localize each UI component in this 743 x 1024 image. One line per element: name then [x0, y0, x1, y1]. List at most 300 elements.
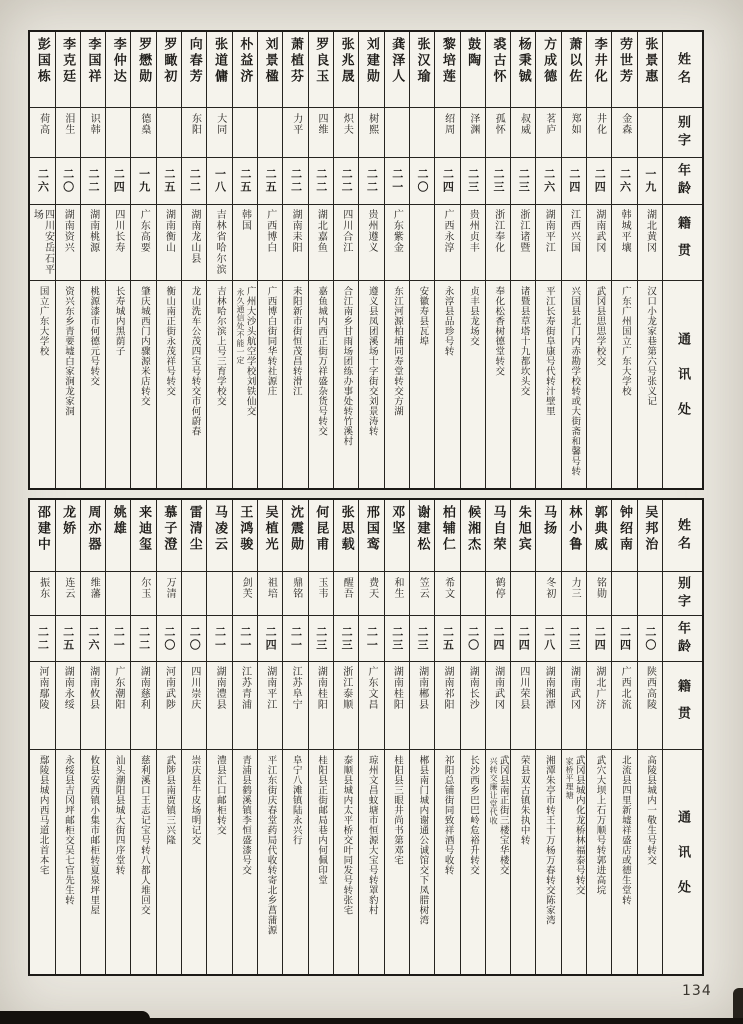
cell-addr	[486, 750, 510, 974]
courtesy-name: 和生	[391, 577, 403, 599]
person-name: 张景惠	[642, 37, 658, 85]
native-place: 韩国	[239, 209, 251, 231]
person-name: 劳世芳	[617, 37, 633, 85]
cell-name	[182, 32, 206, 108]
address: 合江南乡甘雨场团练办事处转竹溪村	[341, 286, 353, 446]
person-column	[358, 500, 383, 974]
age: 二五	[61, 625, 75, 652]
cell-origin	[461, 662, 485, 750]
address: 慈利溪口王志记宝号转八都人堆回交	[138, 755, 150, 915]
courtesy-name: 鹤停	[493, 577, 505, 599]
cell-zi	[81, 572, 105, 616]
cell-origin	[410, 205, 434, 281]
cell-origin	[587, 205, 611, 281]
cell-origin	[562, 205, 586, 281]
address: 武冈县思思学校交	[594, 286, 606, 366]
cell-origin	[536, 662, 560, 750]
header-cell-age	[663, 616, 702, 662]
cell-addr	[435, 281, 459, 488]
courtesy-name: 玉韦	[316, 577, 328, 599]
native-place: 湖南祁阳	[441, 666, 453, 710]
native-place: 湖南平江	[543, 209, 555, 253]
cell-origin	[587, 662, 611, 750]
cell-addr	[385, 750, 409, 974]
cell-zi	[157, 108, 181, 158]
address: 郴县南门城内谢通公诚馆交下凤腊树湾	[417, 755, 429, 925]
address: 汕头潮阳县城大街四序堂转	[113, 755, 125, 875]
cell-name	[612, 32, 636, 108]
courtesy-name: 铭勋	[594, 577, 606, 599]
person-column	[384, 500, 409, 974]
native-place: 韩城平壤	[619, 209, 631, 253]
cell-zi	[56, 108, 80, 158]
person-column	[409, 32, 434, 488]
person-name: 罗良玉	[313, 37, 329, 85]
cell-age	[106, 616, 130, 662]
cell-zi	[207, 572, 231, 616]
cell-origin	[638, 205, 662, 281]
age: 二一	[390, 168, 404, 194]
cell-origin	[81, 205, 105, 281]
cell-addr	[638, 750, 662, 974]
person-name: 柏辅仁	[439, 505, 455, 553]
person-name: 李仲达	[110, 37, 126, 85]
address: 桃源漆市何德元号转交	[88, 286, 100, 386]
cell-name	[511, 500, 535, 572]
cell-zi	[56, 572, 80, 616]
person-name: 朱旭宾	[515, 505, 531, 553]
person-column	[30, 500, 54, 974]
cell-name	[56, 32, 80, 108]
person-column	[308, 500, 333, 974]
cell-name	[359, 500, 383, 572]
person-name: 向春芳	[186, 37, 202, 85]
person-column	[257, 32, 282, 488]
cell-age	[157, 158, 181, 205]
age: 二三	[466, 168, 480, 194]
age: 二六	[36, 168, 50, 194]
courtesy-name: 万清	[164, 577, 176, 599]
age: 一九	[643, 168, 657, 194]
cell-zi	[30, 108, 54, 158]
cell-addr	[410, 281, 434, 488]
address: 平江长寿街阜康号代转汁壁里	[543, 286, 555, 416]
address: 永绥县吉冈坪邮柜交吴七官先生转	[62, 755, 74, 905]
cell-origin	[157, 205, 181, 281]
address: 龙山洗车公茂四宝号转交市何蔚春	[189, 286, 201, 436]
cell-addr	[587, 750, 611, 974]
courtesy-name: 尔玉	[138, 577, 150, 599]
cell-name	[587, 32, 611, 108]
person-name: 李克廷	[60, 37, 76, 85]
address: 鄢陵县城内西马道北首本宅	[37, 755, 49, 875]
person-column	[561, 500, 586, 974]
courtesy-name: 泪生	[62, 113, 74, 135]
cell-origin	[233, 205, 257, 281]
person-column	[460, 32, 485, 488]
column-header-origin: 籍贯	[675, 215, 690, 270]
cell-zi	[207, 108, 231, 158]
cell-addr	[612, 281, 636, 488]
native-place: 湖南湘潭	[543, 666, 555, 710]
cell-addr	[233, 750, 257, 974]
person-column	[384, 32, 409, 488]
person-name: 王鸿骏	[237, 505, 253, 553]
person-column	[156, 32, 181, 488]
person-name: 裘古怀	[490, 37, 506, 85]
cell-zi	[410, 572, 434, 616]
cell-age	[612, 158, 636, 205]
native-place: 广西永淳	[441, 209, 453, 253]
courtesy-name: 希文	[442, 577, 454, 599]
native-place: 广西博白	[264, 209, 276, 253]
native-place: 江西兴国	[568, 209, 580, 253]
cell-name	[207, 32, 231, 108]
cell-zi	[283, 572, 307, 616]
native-place: 广东紫金	[391, 209, 403, 253]
person-name: 邢国鸾	[363, 505, 379, 553]
cell-zi	[131, 108, 155, 158]
cell-age	[258, 158, 282, 205]
cell-origin	[258, 662, 282, 750]
native-place: 湖南平江	[264, 666, 276, 710]
cell-name	[385, 500, 409, 572]
person-column	[232, 500, 257, 974]
cell-zi	[587, 572, 611, 616]
person-column	[206, 32, 231, 488]
cell-origin	[486, 205, 510, 281]
person-column	[80, 500, 105, 974]
cell-age	[56, 616, 80, 662]
age: 二二	[188, 168, 202, 194]
cell-zi	[309, 572, 333, 616]
address: 耒阳新市街恒茂昌转滑江	[290, 286, 302, 396]
address: 荣县双古镇朱执中转	[518, 755, 530, 845]
header-cell-addr	[663, 750, 702, 974]
cell-age	[233, 158, 257, 205]
person-name: 钟绍南	[617, 505, 633, 553]
courtesy-name: 孤怀	[493, 113, 505, 135]
person-column	[460, 500, 485, 974]
person-name: 何昆甫	[313, 505, 329, 553]
address: 广东广州国立广东大学校	[619, 286, 631, 396]
person-name: 郭典威	[591, 505, 607, 553]
cell-name	[207, 500, 231, 572]
native-place: 湖南资兴	[62, 209, 74, 253]
cell-age	[283, 158, 307, 205]
native-place: 四川长寿	[112, 209, 124, 253]
address: 衡山南正街永茂祥号转交	[164, 286, 176, 396]
cell-name	[309, 500, 333, 572]
age: 二〇	[162, 625, 176, 652]
cell-age	[359, 616, 383, 662]
age: 二四	[593, 168, 607, 194]
person-column	[257, 500, 282, 974]
cell-addr	[638, 281, 662, 488]
age: 二二	[314, 168, 328, 194]
age: 二五	[264, 168, 278, 194]
native-place: 浙江诸暨	[517, 209, 529, 253]
cell-origin	[283, 205, 307, 281]
cell-addr	[157, 750, 181, 974]
cell-name	[612, 500, 636, 572]
address: 国立广东大学校	[37, 286, 49, 356]
cell-addr	[359, 750, 383, 974]
native-place: 贵州遵义	[366, 209, 377, 253]
person-column	[611, 500, 636, 974]
address: 吉林哈尔滨上号三育学校交	[214, 286, 226, 406]
courtesy-name: 炽夫	[341, 113, 353, 135]
courtesy-name: 连云	[62, 577, 74, 599]
column-header-age: 年龄	[675, 163, 690, 199]
cell-age	[435, 158, 459, 205]
cell-name	[309, 32, 333, 108]
cell-addr	[334, 750, 358, 974]
cell-name	[435, 500, 459, 572]
age: 二四	[517, 625, 531, 652]
header-cell-age	[663, 158, 702, 205]
cell-name	[233, 500, 257, 572]
person-column	[55, 500, 80, 974]
cell-origin	[207, 662, 231, 750]
age: 一八	[213, 168, 227, 194]
person-name: 朴益济	[237, 37, 253, 85]
cell-origin	[309, 205, 333, 281]
age: 二二	[340, 168, 354, 194]
cell-addr	[309, 750, 333, 974]
cell-age	[410, 158, 434, 205]
cell-age	[359, 158, 383, 205]
cell-origin	[157, 662, 181, 750]
cell-origin	[435, 662, 459, 750]
age: 二二	[36, 625, 50, 652]
cell-addr	[359, 281, 383, 488]
cell-zi	[81, 108, 105, 158]
native-place: 湖南澧县	[214, 666, 226, 710]
age: 二六	[542, 168, 556, 194]
header-cell-origin	[663, 662, 702, 750]
cell-age	[182, 616, 206, 662]
cell-zi	[157, 572, 181, 616]
age: 二二	[289, 168, 303, 194]
native-place: 四川荣县	[517, 666, 529, 710]
native-place: 湖北广济	[593, 666, 605, 710]
cell-name	[435, 32, 459, 108]
age: 二〇	[416, 168, 430, 194]
cell-addr	[511, 281, 535, 488]
person-name: 张思载	[338, 505, 354, 553]
cell-origin	[207, 205, 231, 281]
cell-origin	[56, 662, 80, 750]
cell-addr	[157, 281, 181, 488]
cell-origin	[283, 662, 307, 750]
cell-name	[258, 500, 282, 572]
cell-zi	[486, 572, 510, 616]
person-column	[130, 32, 155, 488]
address: 肇庆城西门内骤源米店转交	[138, 286, 150, 406]
cell-zi	[258, 108, 282, 158]
age: 二四	[618, 625, 632, 652]
cell-age	[536, 158, 560, 205]
table-header-column	[662, 500, 702, 974]
person-name: 沈震勋	[287, 505, 303, 553]
cell-origin	[359, 662, 383, 750]
cell-age	[258, 616, 282, 662]
age: 二四	[491, 625, 505, 652]
courtesy-name: 祖培	[265, 577, 277, 599]
address: 资兴东乡青要墟白家涧龙家洞	[62, 286, 74, 416]
cell-zi	[182, 572, 206, 616]
cell-origin	[638, 662, 662, 750]
address: 武穴大坝上石万顺号转郭进高垸	[594, 755, 606, 895]
cell-origin	[106, 662, 130, 750]
courtesy-name: 茗庐	[543, 113, 555, 135]
cell-name	[81, 500, 105, 572]
column-header-zi: 别字	[675, 575, 690, 612]
courtesy-name: 井化	[594, 113, 606, 135]
courtesy-name: 维藩	[88, 577, 100, 599]
person-column	[561, 32, 586, 488]
cell-zi	[410, 108, 434, 158]
courtesy-name: 绍周	[442, 113, 454, 135]
cell-zi	[511, 108, 535, 158]
native-place: 广东高要	[138, 209, 150, 253]
cell-age	[638, 616, 662, 662]
native-place: 河南武陟	[163, 666, 175, 710]
age: 二三	[491, 168, 505, 194]
cell-age	[309, 158, 333, 205]
cell-zi	[106, 108, 130, 158]
person-name: 萧植芬	[287, 37, 303, 85]
person-name: 彭国栋	[34, 37, 50, 85]
header-cell-zi	[663, 108, 702, 158]
courtesy-name: 树熙	[366, 113, 378, 135]
cell-origin	[536, 205, 560, 281]
cell-name	[157, 500, 181, 572]
native-place: 湖南武冈	[492, 666, 504, 710]
cell-name	[486, 500, 510, 572]
cell-origin	[334, 662, 358, 750]
cell-addr	[562, 281, 586, 488]
cell-age	[612, 616, 636, 662]
cell-addr	[461, 281, 485, 488]
cell-name	[638, 500, 662, 572]
cell-name	[131, 32, 155, 108]
cell-zi	[612, 108, 636, 158]
cell-addr	[258, 281, 282, 488]
person-name: 邓坚	[389, 505, 405, 537]
cell-origin	[359, 205, 383, 281]
courtesy-name: 笠云	[417, 577, 429, 599]
cell-age	[207, 616, 231, 662]
cell-addr	[334, 281, 358, 488]
person-name: 鼓陶	[465, 37, 481, 69]
native-place: 湖南桂阳	[391, 666, 403, 710]
address-note: 兴转交廉让堂代收	[489, 757, 499, 825]
person-name: 邵建中	[34, 505, 50, 553]
person-column	[55, 32, 80, 488]
person-name: 李井化	[591, 37, 607, 85]
cell-addr	[182, 750, 206, 974]
person-name: 林小鲁	[566, 505, 582, 553]
cell-origin	[81, 662, 105, 750]
cell-zi	[461, 108, 485, 158]
person-name: 来迪玺	[136, 505, 152, 553]
cell-name	[511, 32, 535, 108]
person-column	[181, 500, 206, 974]
age: 二二	[365, 168, 379, 194]
cell-name	[30, 500, 54, 572]
age: 二四	[112, 168, 126, 194]
age: 二三	[314, 625, 328, 652]
cell-name	[562, 32, 586, 108]
native-place: 湖北黄冈	[644, 209, 656, 253]
cell-age	[587, 158, 611, 205]
address: 武冈县南正街三楼宝华楼交	[497, 755, 509, 875]
address: 兴国县北门内赤勘学校转或大街斋和馨号转	[569, 286, 581, 476]
age: 二一	[365, 625, 379, 652]
age: 二〇	[466, 625, 480, 652]
cell-addr	[612, 750, 636, 974]
scan-artifact-bottom-edge	[0, 1018, 743, 1024]
cell-name	[587, 500, 611, 572]
courtesy-name: 泽渊	[467, 113, 479, 135]
cell-zi	[334, 572, 358, 616]
address: 泰顺县城内太平桥交叶同发号转张宅	[341, 755, 353, 915]
address-note: 永久通信处不能一定	[236, 288, 245, 365]
cell-name	[283, 500, 307, 572]
cell-age	[385, 616, 409, 662]
cell-addr	[182, 281, 206, 488]
cell-name	[81, 32, 105, 108]
cell-age	[511, 158, 535, 205]
person-name: 罗瞰初	[161, 37, 177, 85]
cell-age	[638, 158, 662, 205]
person-column	[282, 500, 307, 974]
address: 广州大沙头航空学校刘铁仙交	[244, 286, 256, 416]
cell-age	[587, 616, 611, 662]
address: 长寿城内黑荫子	[113, 286, 125, 356]
cell-zi	[258, 572, 282, 616]
cell-name	[486, 32, 510, 108]
person-name: 刘景楹	[262, 37, 278, 85]
address: 平江东街庆春堂药局代收转寄北乡菖蒲源	[265, 755, 277, 935]
person-name: 方成德	[541, 37, 557, 85]
cell-name	[461, 500, 485, 572]
cell-addr	[511, 750, 535, 974]
cell-origin	[233, 662, 257, 750]
courtesy-name: 鼎铭	[290, 577, 302, 599]
cell-age	[81, 616, 105, 662]
native-place: 陕西高陵	[644, 666, 656, 710]
person-name: 慕子澄	[161, 505, 177, 553]
cell-name	[638, 32, 662, 108]
native-place: 湖北嘉鱼	[315, 209, 327, 253]
address-note: 家桥平理塘	[565, 757, 575, 800]
cell-addr	[131, 281, 155, 488]
address: 贞丰县龙场交	[467, 286, 479, 346]
cell-zi	[486, 108, 510, 158]
person-name: 候湘杰	[465, 505, 481, 553]
cell-origin	[435, 205, 459, 281]
cell-addr	[283, 281, 307, 488]
cell-zi	[461, 572, 485, 616]
cell-origin	[612, 205, 636, 281]
cell-addr	[81, 281, 105, 488]
cell-zi	[612, 572, 636, 616]
person-column	[308, 32, 333, 488]
person-name: 张道傭	[212, 37, 228, 85]
